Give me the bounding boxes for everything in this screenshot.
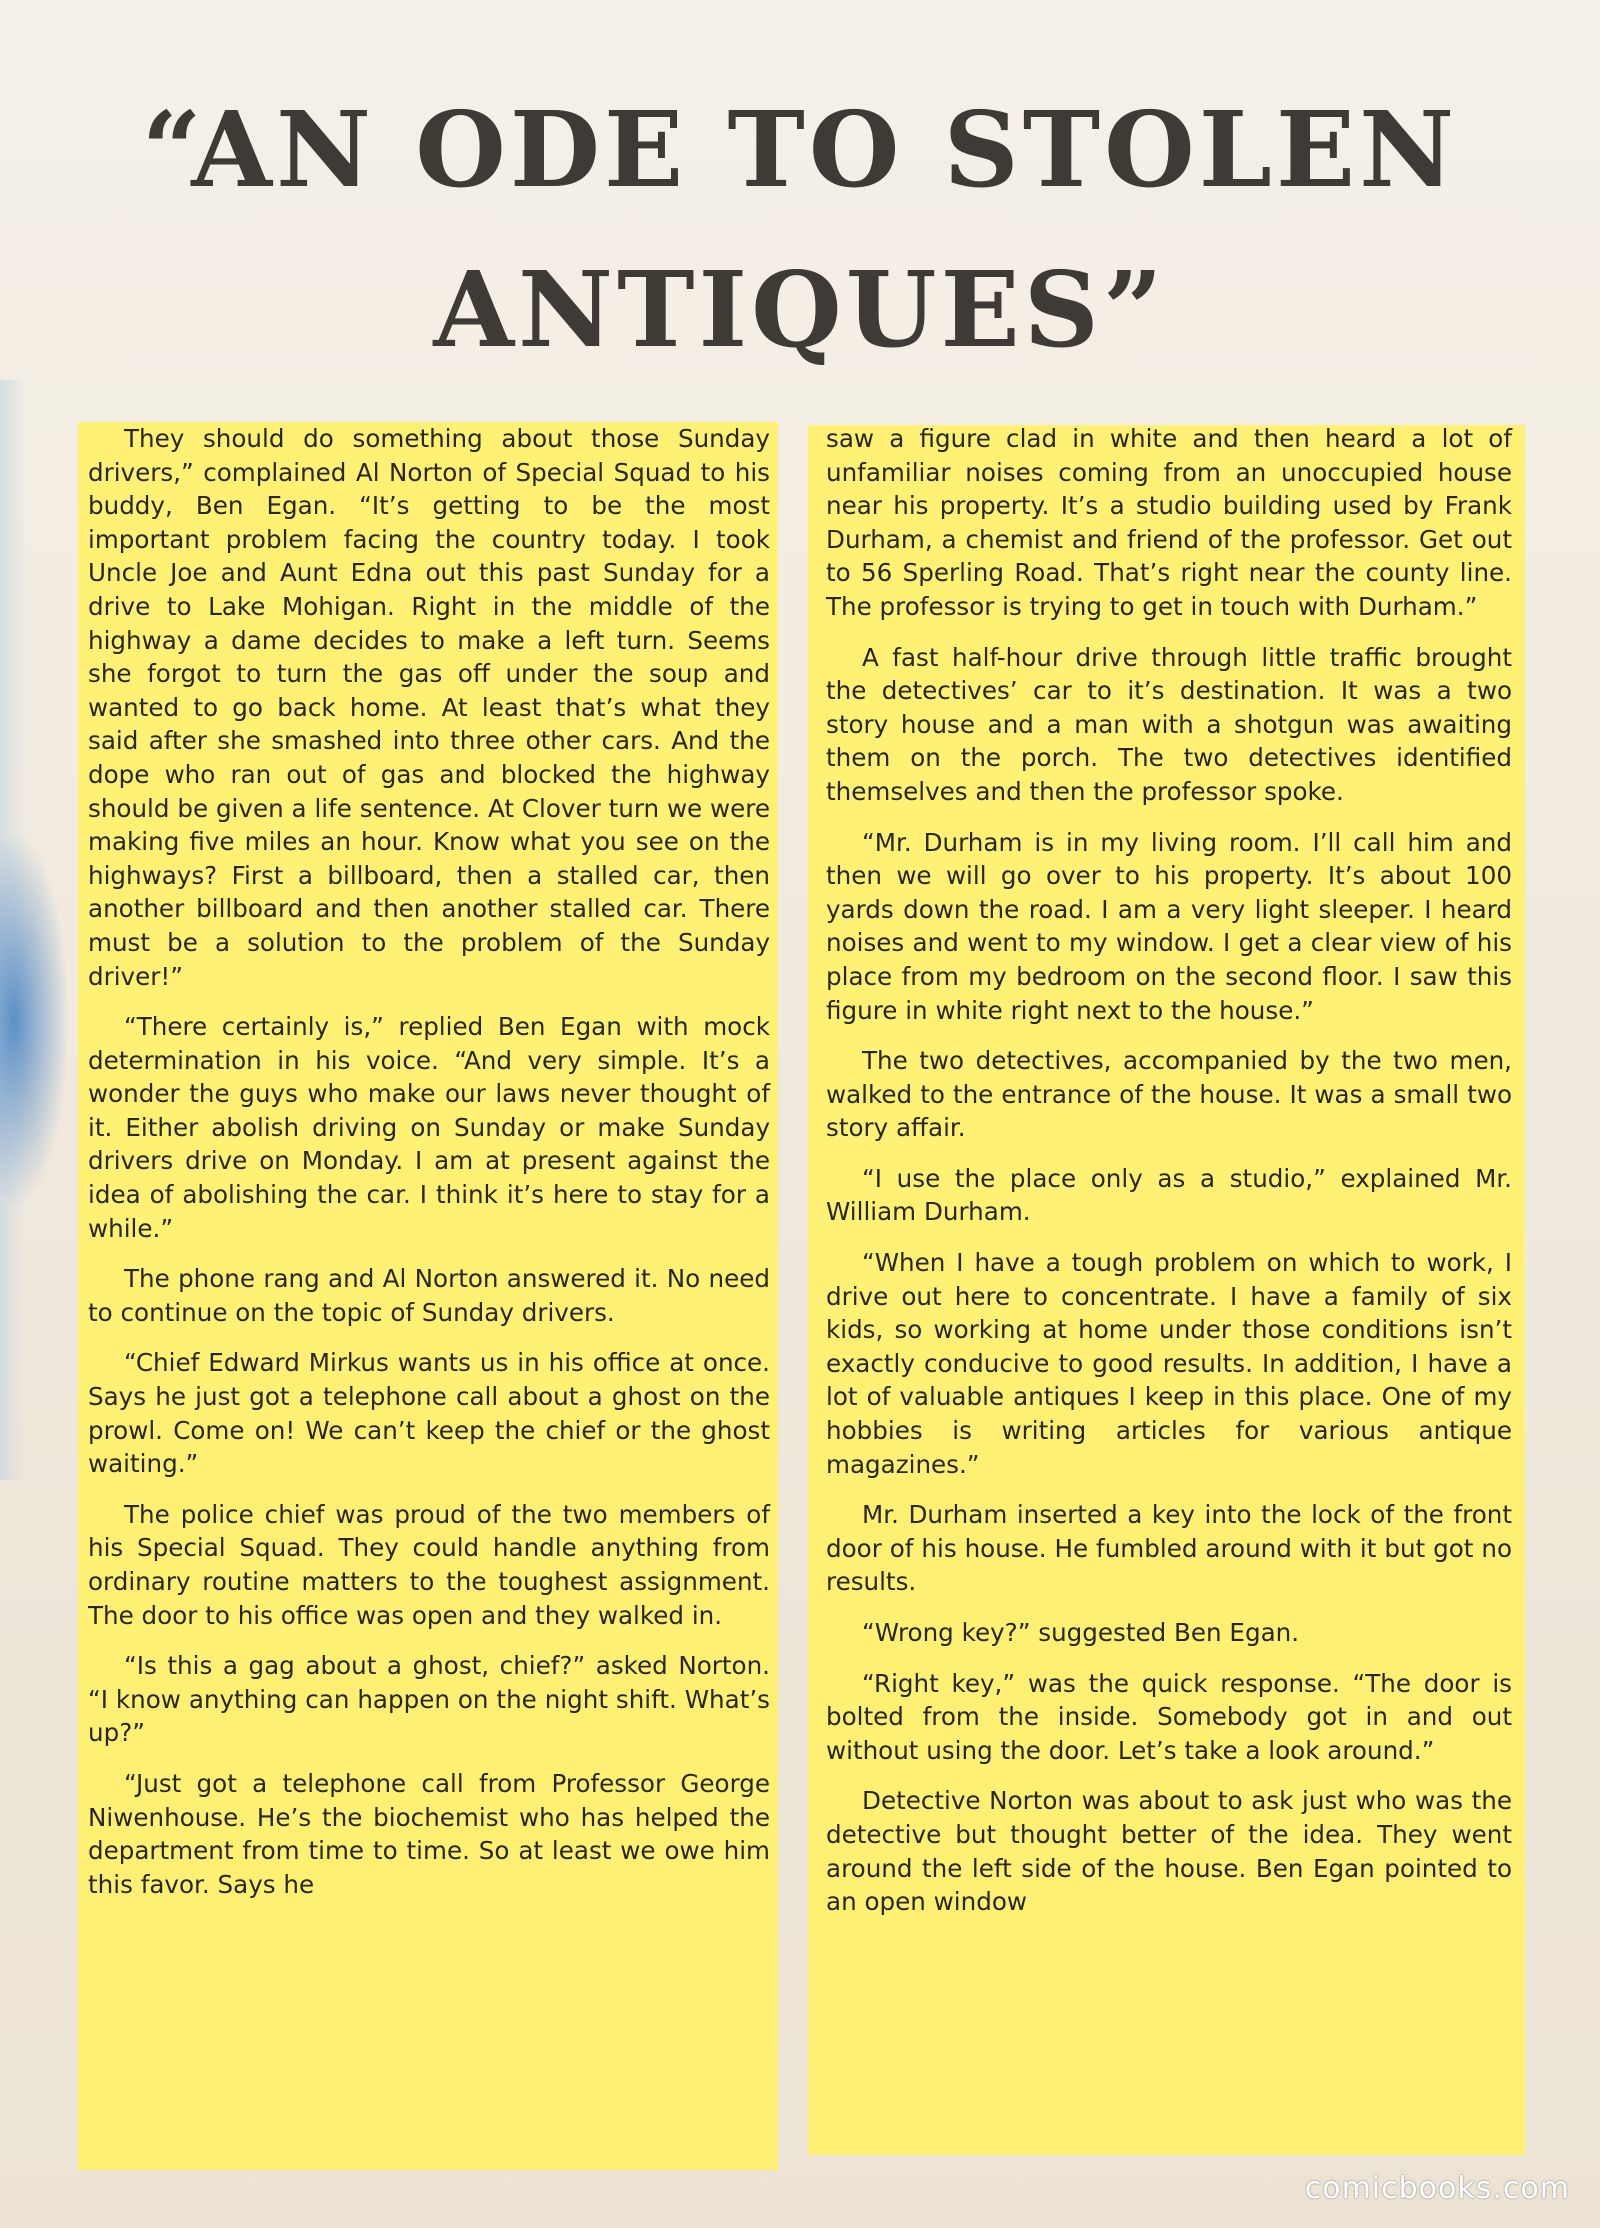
paragraph: The police chief was proud of the two members of his Special Squad. They could handle anything from ordinary routine matters to the toughest assignment. The door to his office was open and they walked in. xyxy=(88,1499,770,1630)
paragraph-continued: saw a figure clad in white and then heard a lot of unfamiliar noises coming from an unoccupied house near his property. It’s a studio building used by Frank Durham, a chemist and friend of the professor. Get out to 56 Sperling Road. That’s right near the county line. The professor is trying to get in touch with Durham.” xyxy=(826,424,1512,621)
left-column xyxy=(88,422,770,1918)
ink-smudge xyxy=(0,830,70,1210)
paragraph: “Right key,” was the quick response. “The door is bolted from the inside. Somebody got in and out without using the door. Let’s take a look around.” xyxy=(826,1668,1512,1765)
right-column xyxy=(826,422,1512,1936)
paragraph: “Wrong key?” suggested Ben Egan. xyxy=(862,1618,1300,1647)
paragraph: The phone rang and Al Norton answered it. No need to continue on the topic of Sunday drivers. xyxy=(88,1264,770,1327)
paragraph: “Just got a telephone call from Professor George Niwenhouse. He’s the biochemist who has helped the department from time to time. So at least we owe him this favor. Says he xyxy=(88,1768,770,1899)
paragraph: They should do something about those Sunday drivers,” complained Al Norton of Special Squad to his buddy, Ben Egan. “It’s getting to be the most important problem facing the country today. I took Uncle Joe and Aunt Edna out this past Sunday for a drive to Lake Mohigan. Right in the middle of the highway a dame decides to make a left turn. Seems she forgot to turn the gas off under the soup and wanted to go back home. At least that’s what they said after she smashed into three other cars. And the dope who ran out of gas and blocked the highway should be given a life sentence. At Clover turn we were making five miles an hour. Know what you see on the highways? First a billboard, then a stalled car, then another billboard and then another stalled car. There must be a solution to the problem of the Sunday driver!” xyxy=(88,424,770,991)
paragraph: Detective Norton was about to ask just who was the detective but thought better of the idea. They went around the left side of the house. Ben Egan pointed to an open window xyxy=(826,1786,1512,1917)
paragraph: A fast half-hour drive through little traffic brought the detectives’ car to it’s destination. It was a two story house and a man with a shotgun was awaiting them on the porch. The two detectives identified themselves and then the professor spoke. xyxy=(826,642,1512,806)
site-watermark: comicbooks.com xyxy=(1304,2171,1570,2206)
paragraph: “I use the place only as a studio,” explained Mr. William Durham. xyxy=(826,1163,1512,1227)
paragraph: “Mr. Durham is in my living room. I’ll call him and then we will go over to his property. It’s about 100 yards down the road. I am a very light sleeper. I heard noises and went to my window. I get a clear view of his place from my bedroom on the second floor. I saw this figure in white right next to the house.” xyxy=(826,827,1512,1025)
paragraph: The two detectives, accompanied by the two men, walked to the entrance of the house. It was a small two story affair. xyxy=(826,1046,1512,1143)
paragraph: Mr. Durham inserted a key into the lock of the front door of his house. He fumbled around with it but got no results. xyxy=(826,1500,1512,1597)
paragraph: “When I have a tough problem on which to work, I drive out here to concentrate. I have a family of six kids, so working at home under those conditions isn’t exactly conducive to good results. In addition, I have a lot of valuable antiques I keep in this place. One of my hobbies is writing articles for various antique magazines.” xyxy=(826,1248,1512,1479)
story-title: “AN ODE TO STOLEN ANTIQUES” xyxy=(141,88,1459,371)
paragraph: “Chief Edward Mirkus wants us in his office at once. Says he just got a telephone call about a ghost on the prowl. Come on! We can’t keep the chief or the ghost waiting.” xyxy=(88,1348,770,1479)
paragraph: “There certainly is,” replied Ben Egan with mock determination in his voice. “And very simple. It’s a wonder the guys who make our laws never thought of it. Either abolish driving on Sunday or make Sunday drivers drive on Monday. I am at present against the idea of abolishing the car. I think it’s here to stay for a while.” xyxy=(88,1012,770,1243)
paragraph: “Is this a gag about a ghost, chief?” asked Norton. “I know anything can happen on the night shift. What’s up?” xyxy=(88,1651,770,1748)
